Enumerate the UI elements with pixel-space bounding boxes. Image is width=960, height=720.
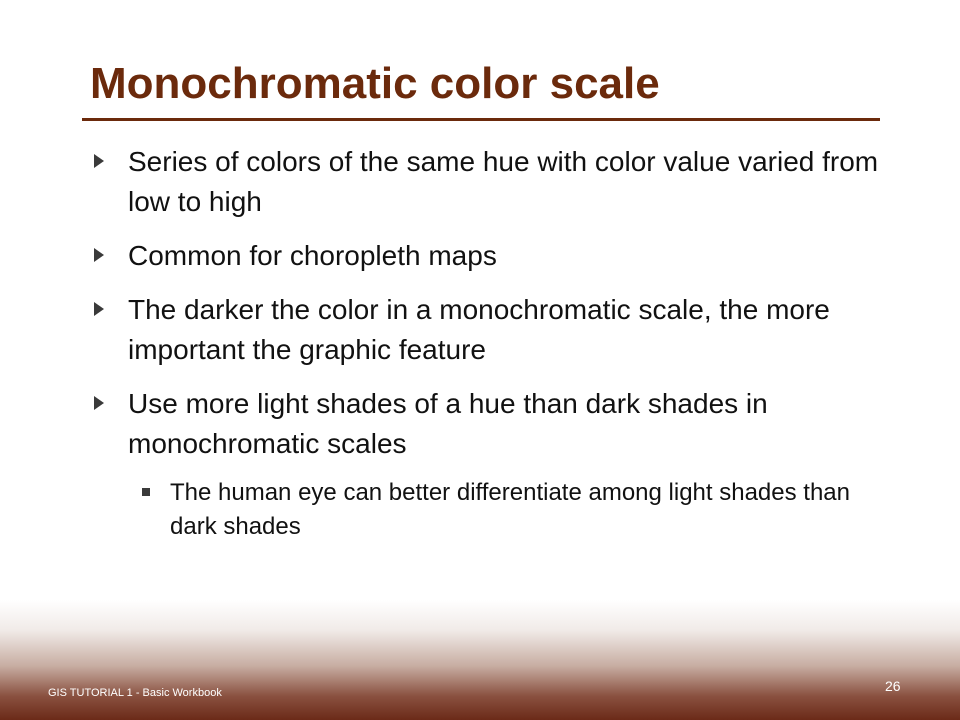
footer-band — [0, 600, 960, 720]
footer-text: GIS TUTORIAL 1 - Basic Workbook — [48, 687, 222, 699]
sub-bullet-item — [90, 476, 890, 544]
bullet-list — [90, 142, 890, 544]
bullet-text: Use more light shades of a hue than dark shades in monochromatic scales — [128, 388, 768, 459]
bullet-text: The darker the color in a monochromatic scale, the more important the graphic feature — [128, 294, 830, 365]
title-underline — [82, 118, 880, 121]
bullet-item — [90, 142, 890, 222]
triangle-arrow-right-icon — [94, 396, 104, 410]
triangle-arrow-right-icon — [94, 154, 104, 168]
bullet-text: Common for choropleth maps — [128, 240, 497, 271]
square-bullet-icon — [142, 488, 150, 496]
triangle-arrow-right-icon — [94, 248, 104, 262]
bullet-text: Series of colors of the same hue with color value varied from low to high — [128, 146, 879, 217]
page-number: 26 — [885, 678, 901, 694]
bullet-item — [90, 384, 890, 464]
sub-bullet-text: The human eye can better differentiate among light shades than dark shades — [170, 479, 851, 540]
bullet-item — [90, 290, 890, 370]
bullet-item — [90, 236, 890, 276]
slide-title: Monochromatic color scale — [90, 59, 660, 108]
triangle-arrow-right-icon — [94, 302, 104, 316]
